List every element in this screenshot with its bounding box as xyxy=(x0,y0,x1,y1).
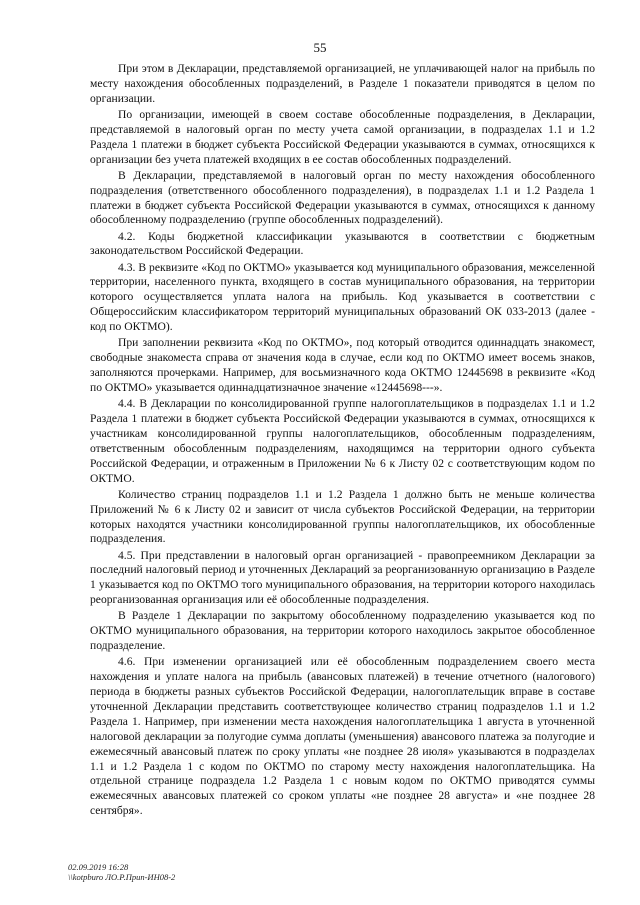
paragraph: 4.3. В реквизите «Код по ОКТМО» указывается код муниципального образования, межселенной территории, населенного пункта, входящего в состав муниципального образования, на территории которого осуществляется уплата налога на прибыль. Код указывается в соответствии с Общероссийским классификатором территорий муниципальных образований ОК 033-2013 (далее - код по ОКТМО). xyxy=(90,260,595,334)
footer-file-stamp xyxy=(68,862,175,882)
paragraph: Количество страниц подразделов 1.1 и 1.2 Раздела 1 должно быть не меньше количества Приложений № 6 к Листу 02 и зависит от числа субъектов Российской Федерации, на территории которых находятся участники консолидированной группы налогоплательщиков, их обособленные подразделения. xyxy=(90,487,595,546)
paragraph: 4.5. При представлении в налоговый орган организацией - правопреемником Декларации за последний налоговый период и уточненных Деклараций за реорганизованную организацию в Разделе 1 указывается код по ОКТМО того муниципального образования, на территории которого находилась реорганизованная организация или её обособленные подразделения. xyxy=(90,548,595,607)
paragraph: В Декларации, представляемой в налоговый орган по месту нахождения обособленного подразделения (ответственного обособленного подразделения), в подразделах 1.1 и 1.2 Раздела 1 платежи в бюджет субъекта Российской Федерации указываются в суммах, относящихся к данному обособленному подразделению (группе обособленных подразделений). xyxy=(90,168,595,227)
document-body xyxy=(90,62,595,820)
paragraph: По организации, имеющей в своем составе обособленные подразделения, в Декларации, представляемой в налоговый орган по месту учета самой организации, в подразделах 1.1 и 1.2 Раздела 1 платежи в бюджет субъекта Российской Федерации указываются в суммах, относящихся к организации без учета платежей входящих в ее состав обособленных подразделений. xyxy=(90,107,595,166)
paragraph: В Разделе 1 Декларации по закрытому обособленному подразделению указывается код по ОКТМО муниципального образования, на территории которого находилось закрытое обособленное подразделение. xyxy=(90,609,595,653)
page-number: 55 xyxy=(313,40,327,55)
paragraph: 4.2. Коды бюджетной классификации указываются в соответствии с бюджетным законодательством Российской Федерации. xyxy=(90,229,595,258)
paragraph: 4.4. В Декларации по консолидированной группе налогоплательщиков в подразделах 1.1 и 1.2 Раздела 1 платежи в бюджет субъекта Российской Федерации указываются в суммах, относящихся к участникам консолидированной группы налогоплательщиков, обособленным подразделениям, ответственным обособленным подразделениям, находящимся на территории одного субъекта Российской Федерации, и отраженным в Приложении № 6 к Листу 02 с соответствующим кодом по ОКТМО. xyxy=(90,397,595,485)
footer-file-path: \\kotpburo ЛО.Р.Приn-ИН08-2 xyxy=(68,872,176,882)
paragraph: 4.6. При изменении организацией или её обособленным подразделением своего места нахождения и уплате налога на прибыль (авансовых платежей) в течение отчетного (налогового) периода в бюджеты разных субъектов Российской Федерации, налогоплательщик вправе в составе уточненной Декларации представить соответствующее количество страниц подразделов 1.1 и 1.2 Раздела 1. Например, при изменении места нахождения налогоплательщика 1 августа в уточненной налоговой декларации за полугодие сумма доплаты (уменьшения) авансового платежа за полугодие и ежемесячный авансовый платеж по сроку уплаты «не позднее 28 июля» указываются в подразделах 1.1 и 1.2 Раздела 1 с кодом по ОКТМО по старому месту нахождения налогоплательщика. На отдельной странице подраздела 1.2 Раздела 1 с новым кодом по ОКТМО приводятся суммы ежемесячных авансовых платежей со сроком уплаты «не позднее 28 августа» и «не позднее 28 сентября». xyxy=(90,655,595,818)
paragraph: При заполнении реквизита «Код по ОКТМО», под который отводится одиннадцать знакомест, свободные знакоместа справа от значения кода в случае, если код по ОКТМО имеет восемь знаков, заполняются прочерками. Например, для восьмизначного кода ОКТМО 12445698 в реквизите «Код по ОКТМО» указывается одиннадцатизначное значение «12445698---». xyxy=(90,336,595,394)
paragraph: При этом в Декларации, представляемой организацией, не уплачивающей налог на прибыль по месту нахождения обособленных подразделений, в Разделе 1 показатели приводятся в целом по организации. xyxy=(90,62,595,105)
footer-timestamp: 02.09.2019 16:28 xyxy=(68,862,129,872)
